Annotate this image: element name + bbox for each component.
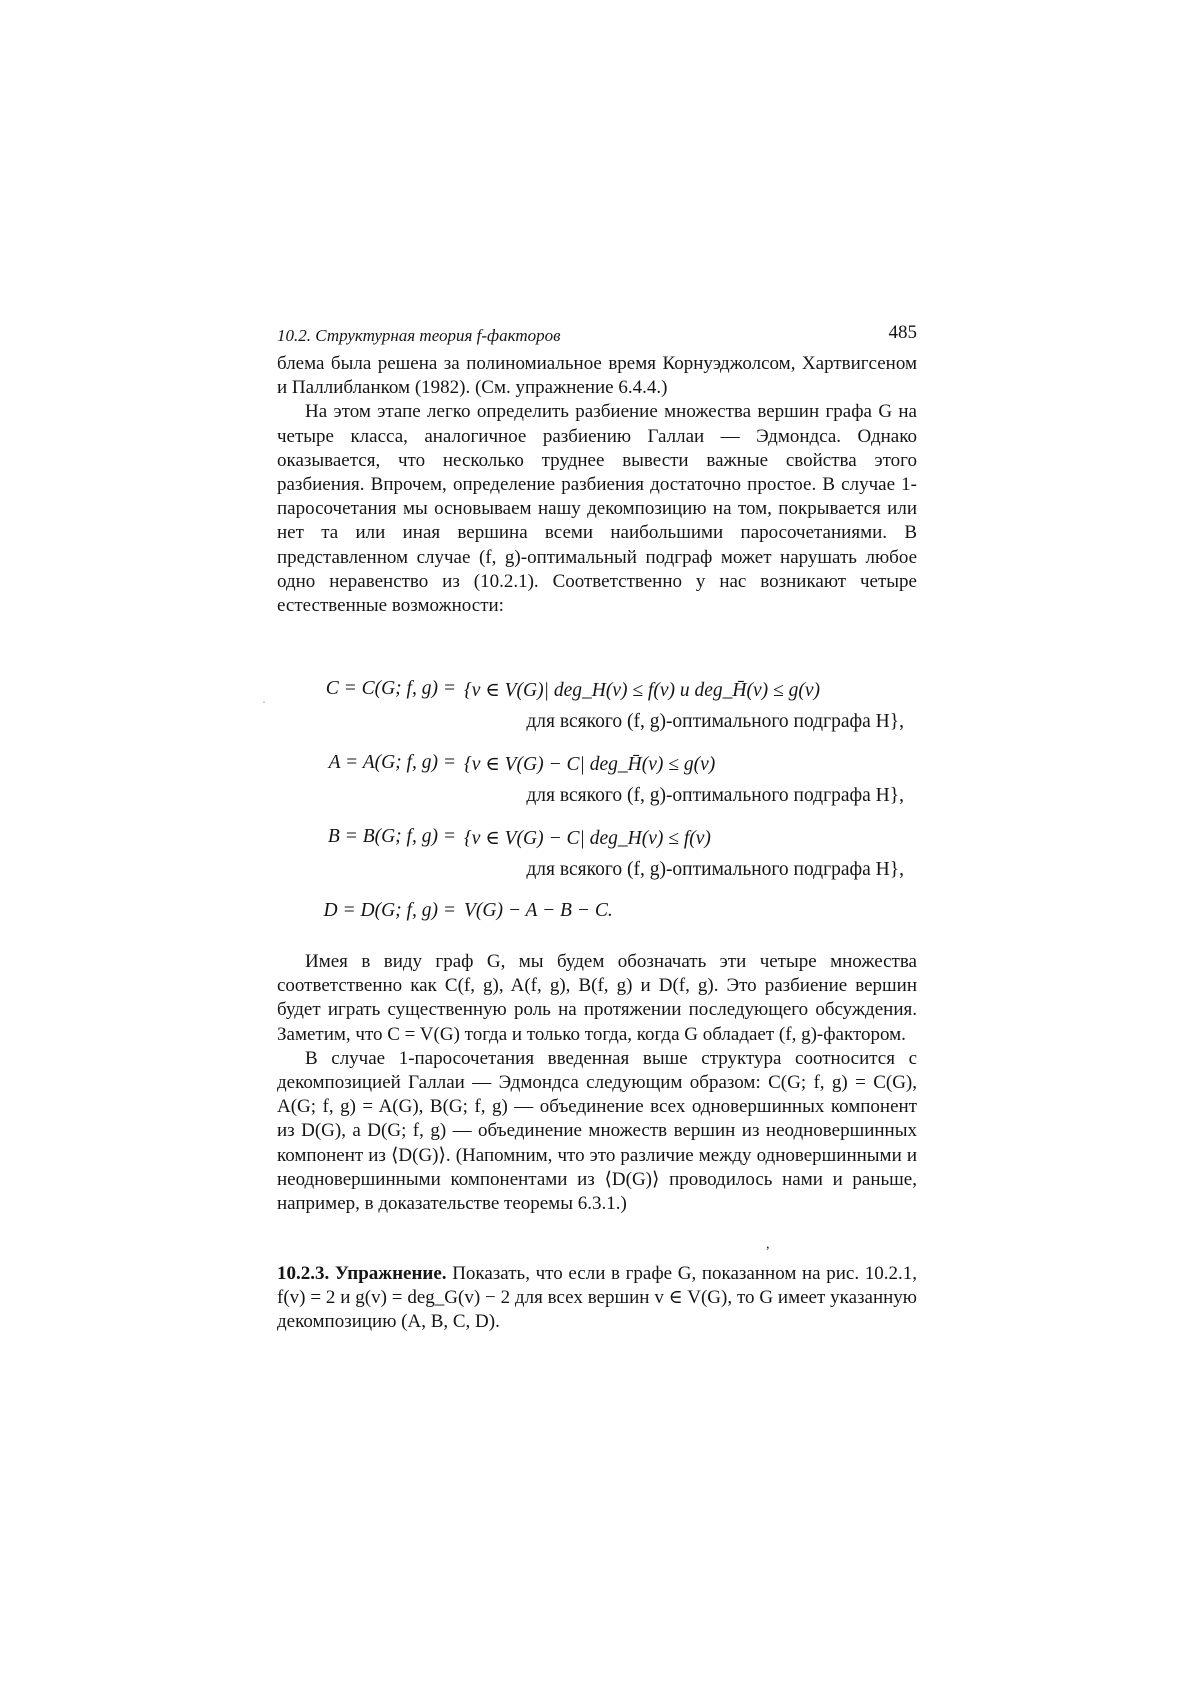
intro-text bbox=[277, 352, 917, 618]
running-title: 10.2. Структурная теория f-факторов bbox=[277, 326, 561, 345]
equation-lhs: C = C(G; f, g) = bbox=[325, 678, 456, 699]
equation-lhs: B = B(G; f, g) = bbox=[327, 826, 456, 847]
exercise-text: Показать, что если в графе G, показанном на рис. 10.2.1, f(v) = 2 и g(v) = deg_G(v) − 2 для всех вершин v ∈ V(G), то G имеет указанную декомпозицию (A, B, C, D). bbox=[277, 1263, 918, 1333]
margin-mark: · bbox=[262, 695, 266, 709]
exercise-heading: 10.2.3. Упражнение. bbox=[277, 1263, 447, 1284]
body-text bbox=[277, 950, 917, 1216]
equation-continuation: для всякого (f, g)-оптимального подграфа H}, bbox=[526, 711, 904, 732]
page-number: 485 bbox=[888, 322, 917, 343]
paragraph: блема была решена за полиномиальное время Корнуэджолсом, Хартвигсеном и Паллибланком (1982). (См. упражнение 6.4.4.) bbox=[277, 353, 917, 399]
equation-continuation: для всякого (f, g)-оптимального подграфа H}, bbox=[526, 785, 904, 806]
equation-rhs: V(G) − A − B − C. bbox=[464, 900, 613, 921]
paragraph: Имея в виду граф G, мы будем обозначать эти четыре множества соответственно как C(f, g), A(f, g), B(f, g) и D(f, g). Это разбиение вершин будет играть существенную роль на протяжении последующего обсуждения. Заметим, что C = V(G) тогда и только тогда, когда G обладает (f, g)-фактором. bbox=[277, 951, 917, 1045]
equation-rhs: {v ∈ V(G) − C| deg_H̄(v) ≤ g(v) bbox=[464, 754, 716, 775]
running-header bbox=[277, 322, 917, 348]
equation-continuation: для всякого (f, g)-оптимального подграфа H}, bbox=[526, 859, 904, 880]
equation-rhs: {v ∈ V(G)| deg_H(v) ≤ f(v) и deg_H̄(v) ≤ g(v) bbox=[464, 680, 820, 701]
equation-lhs: A = A(G; f, g) = bbox=[328, 752, 456, 773]
equation-lhs: D = D(G; f, g) = bbox=[323, 900, 456, 921]
stray-mark: , bbox=[766, 1237, 770, 1252]
exercise bbox=[277, 1262, 917, 1335]
equation-rhs: {v ∈ V(G) − C| deg_H(v) ≤ f(v) bbox=[464, 828, 711, 849]
paragraph: В случае 1-паросочетания введенная выше структура соотносится с декомпозицией Галлаи — Эдмондса следующим образом: C(G; f, g) = C(G), A(G; f, g) = A(G), B(G; f, g) — объединение всех одновершинных компонент из D(G), а D(G; f, g) — объединение множеств вершин из неодновершинных компонент из ⟨D(G)⟩. (Напомним, что это различие между одновершинными и неодновершинными компонентами из ⟨D(G)⟩ проводилось нами и раньше, например, в доказательстве теоремы 6.3.1.) bbox=[277, 1047, 917, 1215]
paragraph: На этом этапе легко определить разбиение множества вершин графа G на четыре класса, аналогичное разбиению Галлаи — Эдмондса. Однако оказывается, что несколько труднее вывести важные свойства этого разбиения. Впрочем, определение разбиения достаточно простое. В случае 1-паросочетания мы основываем нашу декомпозицию на том, покрывается или нет та или иная вершина всеми наибольшими паросочетаниями. В представленном случае (f, g)-оптимальный подграф может нарушать любое одно неравенство из (10.2.1). Соответственно у нас возникают четыре естественные возможности: bbox=[277, 401, 917, 617]
